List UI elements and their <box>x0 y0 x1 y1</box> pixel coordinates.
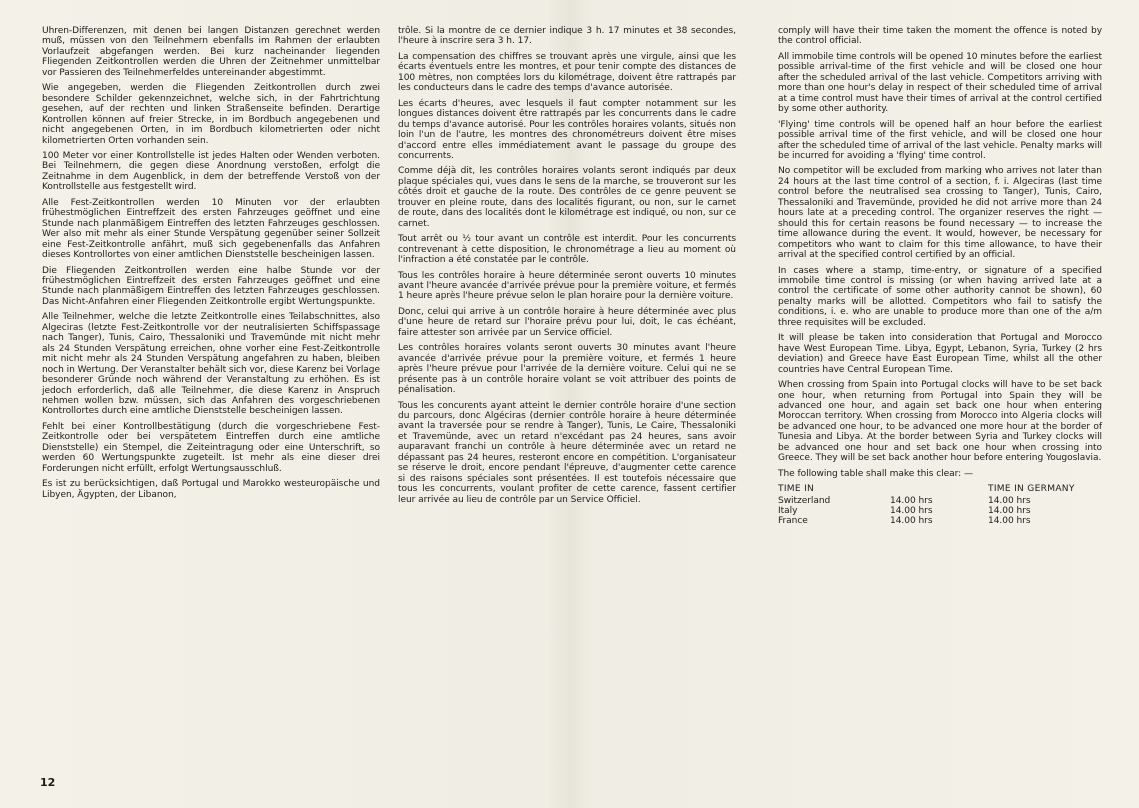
germany-time-cell: 14.00 hrs <box>988 516 1031 527</box>
paragraph: Alle Fest-Zeitkontrollen werden 10 Minuten vor der erlaubten frühestmöglichen Eintreffzeit des ersten Fahrzeuges geöffnet und eine Stunde nach planmäßigem Eintreffen des letzten Fahrzeuges geschlossen. Wer also mit mehr als einer Stunde Verspätung gegenüber seiner Sollzeit eine Fest-Zeitkontrolle anfährt, muß sich gegebenenfalls das Anfahren dieses Kontrollortes von einer amtlichen Dienststelle bescheinigen lassen. <box>42 197 380 261</box>
paragraph: 100 Meter vor einer Kontrollstelle ist jedes Halten oder Wenden verboten. Bei Teilnehmern, die gegen diese Anordnung verstoßen, erfolgt die Zeitnahme in dem Augenblick, in dem der betreffende Verstoß von der Kontrollstelle aus festgestellt wird. <box>42 150 380 193</box>
header-time-in-germany: TIME IN GERMANY <box>988 484 1075 495</box>
table-row <box>778 496 1102 506</box>
paragraph: trôle. Si la montre de ce dernier indique 3 h. 17 minutes et 38 secondes, l'heure à inscrire sera 3 h. 17. <box>398 26 736 47</box>
local-time-cell: 14.00 hrs <box>890 516 933 527</box>
paragraph: Es ist zu berücksichtigen, daß Portugal und Marokko westeuropäische und Libyen, Ägypten, der Libanon, <box>42 479 380 500</box>
paragraph: Tous les concurents ayant atteint le dernier contrôle horaire d'une section du parcours, donc Algéciras (dernier contrôle horaire à heure déterminée avant la traversée pour se rendre à Tanger), Tunis, Le Caire, Thessaloniki et Travemünde, avec un retard n'excédant pas 24 heures, sans avoir auparavant franchi un contrôle à heure déterminée avec un retard ne dépassant pas 24 heures, resteront encore en compétition. L'organisateur se réserve le droit, encore pendant l'épreuve, d'augmenter cette carence si des raisons spéciales sont présentées. Il est toutefois nécessaire que tous les concurrents, voulant profiter de cette carence, fassent certifier leur arrivée au lieu de contrôle par un Service Officiel. <box>398 400 736 505</box>
header-time-in: TIME IN <box>778 484 815 495</box>
paragraph: Die Fliegenden Zeitkontrollen werden eine halbe Stunde vor der frühestmöglichen Eintreffzeit des ersten Fahrzeuges geöffnet und eine Stunde nach planmäßigem Eintreffen des letzten Fahrzeuges geschlossen. Das Nicht-Anfahren einer Fliegenden Zeitkontrolle ergibt Wertungspunkte. <box>42 265 380 307</box>
paragraph: Tous les contrôles horaire à heure déterminée seront ouverts 10 minutes avant l'heure avancée d'arrivée prévue pour la première voiture, et fermés 1 heure après l'heure prévue selon le plan horaire pour la dernière voiture. <box>398 270 736 302</box>
paragraph: Uhren-Differenzen, mit denen bei langen Distanzen gerechnet werden muß, müssen von den Teilnehmern ebenfalls im Rahmen der erlaubten Vorlaufzeit abgefangen werden. Bei kurz nacheinander liegenden Fliegenden Zeitkontrollen werden die Uhren der Zeitnehmer unmittelbar vor Passieren des Teilnehmerfeldes untereinander abgestimmt. <box>42 26 380 78</box>
paragraph: Les contrôles horaires volants seront ouverts 30 minutes avant l'heure avancée d'arrivée prévue pour la première voiture, et fermés 1 heure après l'heure prévue pour l'arrivée de la dernière voiture. Celui qui ne se présente pas à un contrôle horaire volant se voit attribuer des points de pénalisation. <box>398 343 736 396</box>
french-text-column <box>398 26 736 510</box>
page-number: 12 <box>40 776 56 789</box>
paragraph: La compensation des chiffres se trouvant après une virgule, ainsi que les écarts éventuels entre les montres, et pour tenir compte des distances de 100 mètres, non comptées lors du kilométrage, doivent être rattrapés par les conducteurs dans le cadre des temps d'avance autorisée. <box>398 51 736 94</box>
paragraph: Les écarts d'heures, avec lesquels il faut compter notamment sur les longues distances doivent être rattrapés par les concurrents dans le cadre du temps d'avance autorisé. Pour les contrôles horaires volants, situés non loin l'un de l'autre, les montres des chronométreurs doivent être mises d'accord entre elles immédiatement avant le passage du groupe des concurrents. <box>398 98 736 161</box>
paragraph: Tout arrêt ou ½ tour avant un contrôle est interdit. Pour les concurrents contrevenant à cette disposition, le chronométrage a lieu au moment où l'infraction a été constatée par le contrôle. <box>398 234 736 266</box>
table-row <box>778 506 1102 516</box>
local-time-cell: 14.00 hrs <box>890 505 933 516</box>
paragraph: comply will have their time taken the moment the offence is noted by the control official. <box>778 26 1102 47</box>
germany-time-cell: 14.00 hrs <box>988 505 1031 516</box>
paragraph: The following table shall make this clear: — <box>778 468 973 479</box>
table-row <box>778 516 1102 526</box>
paragraph: Wie angegeben, werden die Fliegenden Zeitkontrollen durch zwei besondere Schilder gekennzeichnet, welche sich, in der Fahrtrichtung gesehen, auf der rechten und linken Straßenseite befinden. Derartige Kontrollen können auf freier Strecke, in im Bordbuch angegebenen und nicht angegebenen Orten, in im Bordbuch kilometrierten oder nicht kilometrierten Orten vorhanden sein. <box>42 83 380 146</box>
table-header-row <box>778 484 1102 495</box>
time-zone-table <box>778 484 1102 527</box>
german-text-column <box>42 26 380 505</box>
paragraph: In cases where a stamp, time-entry, or signature of a specified immobile time control is missing (or when having arrived late at a control the certificate of some other authority cannot be shown), 60 penalty marks will be allotted. Competitors who fail to satisfy the conditions, i. e. who are unable to produce more than one of the a/m three requisites will be excluded. <box>778 265 1102 328</box>
paragraph: 'Flying' time controls will be opened half an hour before the earliest possible arrival time of the first vehicle, and will be closed one hour after the scheduled time of arrival of the last vehicle. Penalty marks will be incurred for avoiding a 'flying' time control. <box>778 119 1102 161</box>
paragraph: All immobile time controls will be opened 10 minutes before the earliest possible arrival-time of the first vehicle and will be closed one hour after the scheduled arrival of the last vehicle. Competitors arriving with more than one hour's delay in respect of their scheduled time of arrival at a time control must have their times of arrival at the control certified by some other authority. <box>778 51 1102 115</box>
paragraph: Donc, celui qui arrive à un contrôle horaire à heure déterminée avec plus d'une heure de retard sur l'horaire prévu pour lui, doit, le cas échéant, faire attester son arrivée par un Service officiel. <box>398 306 736 338</box>
paragraph: When crossing from Spain into Portugal clocks will have to be set back one hour, when returning from Portugal into Spain they will be advanced one hour, and again set back one hour when entering Moroccan territory. When crossing from Morocco into Algeria clocks will be advanced one hour, to be advanced one more hour at the border of Tunesia and Libya. At the border between Syria and Turkey clocks will be advanced one hour and set back one hour when crossing into Greece. They will be set back another hour before entering Yougoslavia. <box>778 380 1102 464</box>
germany-time-cell: 14.00 hrs <box>988 495 1031 506</box>
english-text-column <box>778 26 1102 527</box>
local-time-cell: 14.00 hrs <box>890 495 933 506</box>
paragraph: Comme déjà dit, les contrôles horaires volants seront indiqués par deux plaque spéciales qui, vues dans le sens de la marche, se trouveront sur les côtés droit et gauche de la route. Des contrôles de ce genre peuvent se trouver en pleine route, dans des localités figurant, ou non, sur le carnet de route, dans des localités dont le kilométrage est indiqué, ou non, sur ce carnet. <box>398 166 736 229</box>
paragraph: No competitor will be excluded from marking who arrives not later than 24 hours at the last time control of a section, f. i. Algeciras (last time control before the neutralised sea crossing to Tanger), Tunis, Cairo, Thessaloniki and Travemünde, provided he did not arrive more than 24 hours late at a preceding control. The organizer reserves the right — should this for certain reasons be found necessary — to increase the time allowance during the event. It would, however, be necessary for competitors who want to claim for this time allowance, to have their arrival at the specified control certified by an official. <box>778 166 1102 261</box>
paragraph: Fehlt bei einer Kontrollbestätigung (durch die vorgeschriebene Fest-Zeitkontrolle oder bei verspätetem Eintreffen durch eine amtliche Dienststelle) ein Stempel, die Zeiteintragung oder eine Unterschrift, so werden 60 Wertungspunkte zugeteilt. Ist mehr als eine dieser drei Forderungen nicht erfüllt, erfolgt Wertungsausschluß. <box>42 421 380 474</box>
paragraph: Alle Teilnehmer, welche die letzte Zeitkontrolle eines Teilabschnittes, also Algeciras (letzte Fest-Zeitkontrolle vor der neutralisierten Schiffspassage nach Tanger), Tunis, Cairo, Thessaloniki und Travemünde mit nicht mehr als 24 Stunden Verspätung erreichen, ohne vorher eine Fest-Zeitkontrolle mit nicht mehr als 24 Stunden Verspätung angefahren zu haben, bleiben noch in Wertung. Der Veranstalter behält sich vor, diese Karenz bei Vorlage besonderer Gründe noch während der Veranstaltung zu erhöhen. Es ist jedoch erforderlich, daß alle Teilnehmer, die diese Karenz in Anspruch nehmen wollen bzw. müssen, sich das Anfahren des vorgeschriebenen Kontrollortes durch eine amtliche Dienststelle bescheinigen lassen. <box>42 312 380 417</box>
country-cell: France <box>778 516 808 527</box>
country-cell: Italy <box>778 505 798 516</box>
paragraph: It will please be taken into consideration that Portugal and Morocco have West European Time. Libya, Egypt, Lebanon, Syria, Turkey (2 hrs deviation) and Greece have East European Time, whilst all the other countries have Central European Time. <box>778 333 1102 375</box>
country-cell: Switzerland <box>778 495 831 506</box>
